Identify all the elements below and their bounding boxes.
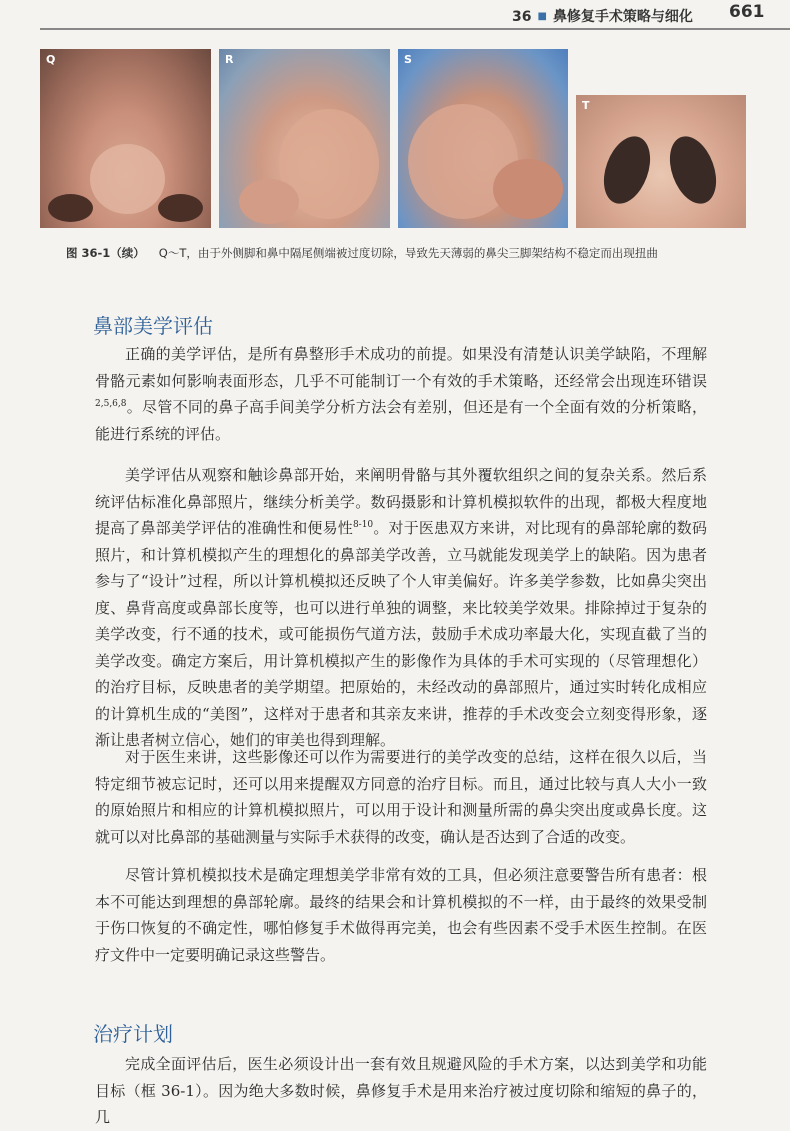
- page-number: 661: [729, 2, 765, 22]
- paragraph-5: 完成全面评估后，医生必须设计出一套有效且规避风险的手术方案，以达到美学和功能目标（框 36-1）。因为绝大多数时候，鼻修复手术是用来治疗被过度切除和缩短的鼻子的，几: [95, 1055, 707, 1126]
- chapter-title: 鼻修复手术策略与细化: [552, 9, 693, 25]
- citation-2: 8-10: [352, 520, 374, 530]
- figure-photo-s: [398, 49, 568, 228]
- paragraph-4: 尽管计算机模拟技术是确定理想美学非常有效的工具，但必须注意要警告所有患者：根本不可能达到理想的鼻部轮廓。最终的结果会和计算机模拟的不一样，由于最终的效果受制于伤口恢复的不确定性，哪怕修复手术做得再完美，也会有些因素不受手术医生控制。在医疗文件中一定要明确记录这些警告。: [95, 866, 707, 964]
- panel-label-r: R: [225, 53, 234, 66]
- figure-photo-t: [576, 95, 746, 228]
- running-header: [0, 0, 790, 30]
- header-square-icon: ■: [537, 11, 547, 22]
- figure-photo-r: [219, 49, 390, 228]
- section-heading-aesthetic-evaluation: 鼻部美学评估: [93, 314, 213, 338]
- section-heading-treatment-plan: 治疗计划: [93, 1022, 173, 1046]
- header-rule: [40, 28, 790, 30]
- caption-label: 图 36-1（续）: [66, 246, 145, 260]
- paragraph-2-text: 美学评估从观察和触诊鼻部开始，来阐明骨骼与其外覆软组织之间的复杂关系。然后系统评估标准化鼻部照片，继续分析美学。数码摄影和计算机模拟软件的出现，都极大程度地提高了鼻部美学评估的准确性和便易性: [95, 466, 707, 537]
- figure-photo-q: [40, 49, 211, 228]
- figure-caption: [66, 245, 766, 261]
- paragraph-2: [95, 462, 707, 754]
- panel-label-t: T: [582, 99, 590, 112]
- paragraph-3: 对于医生来讲，这些影像还可以作为需要进行的美学改变的总结，这样在很久以后，当特定细节被忘记时，还可以用来提醒双方同意的治疗目标。而且，通过比较与真人大小一致的原始照片和相应的计算机模拟照片，可以用于设计和测量所需的鼻尖突出度或鼻长度。这就可以对比鼻部的基础测量与实际手术获得的改变，确认是否达到了合适的改变。: [95, 748, 707, 846]
- paragraph-1: [95, 341, 707, 447]
- caption-text: Q～T，由于外侧脚和鼻中隔尾侧端被过度切除，导致先天薄弱的鼻尖三脚架结构不稳定而出现扭曲: [158, 246, 658, 260]
- chapter-number: 36: [512, 9, 532, 25]
- panel-label-s: S: [404, 53, 412, 66]
- paragraph-1-text-end: 。尽管不同的鼻子高手间美学分析方法会有差别，但还是有一个全面有效的分析策略，能进行系统的评估。: [95, 398, 707, 443]
- paragraph-2-text-end: 。对于医患双方来讲，对比现有的鼻部轮廓的数码照片，和计算机模拟产生的理想化的鼻部美学改善，立马就能发现美学上的缺陷。因为患者参与了“设计”过程，所以计算机模拟还反映了个人审美偏好。许多美学参数，比如鼻尖突出度、鼻背高度或鼻部长度等，也可以进行单独的调整，来比较美学效果。排除掉过于复杂的美学改变，行不通的技术，或可能损伤气道方法，鼓励手术成功率最大化，实现直截了当的美学改变。确定方案后，用计算机模拟产生的影像作为具体的手术可实现的（尽管理想化）的治疗目标，反映患者的美学期望。把原始的，未经改动的鼻部照片，通过实时转化成相应的计算机生成的“美图”，这样对于患者和其亲友来讲，推荐的手术改变会立刻变得形象，逐渐让患者树立信心，她们的审美也得到理解。: [95, 519, 707, 749]
- running-title: [512, 6, 693, 26]
- citation-1: 2,5,6,8: [95, 399, 127, 409]
- paragraph-1-text: 正确的美学评估，是所有鼻整形手术成功的前提。如果没有清楚认识美学缺陷，不理解骨骼元素如何影响表面形态，几乎不可能制订一个有效的手术策略，还经常会出现连环错误: [95, 345, 707, 390]
- panel-label-q: Q: [46, 53, 56, 66]
